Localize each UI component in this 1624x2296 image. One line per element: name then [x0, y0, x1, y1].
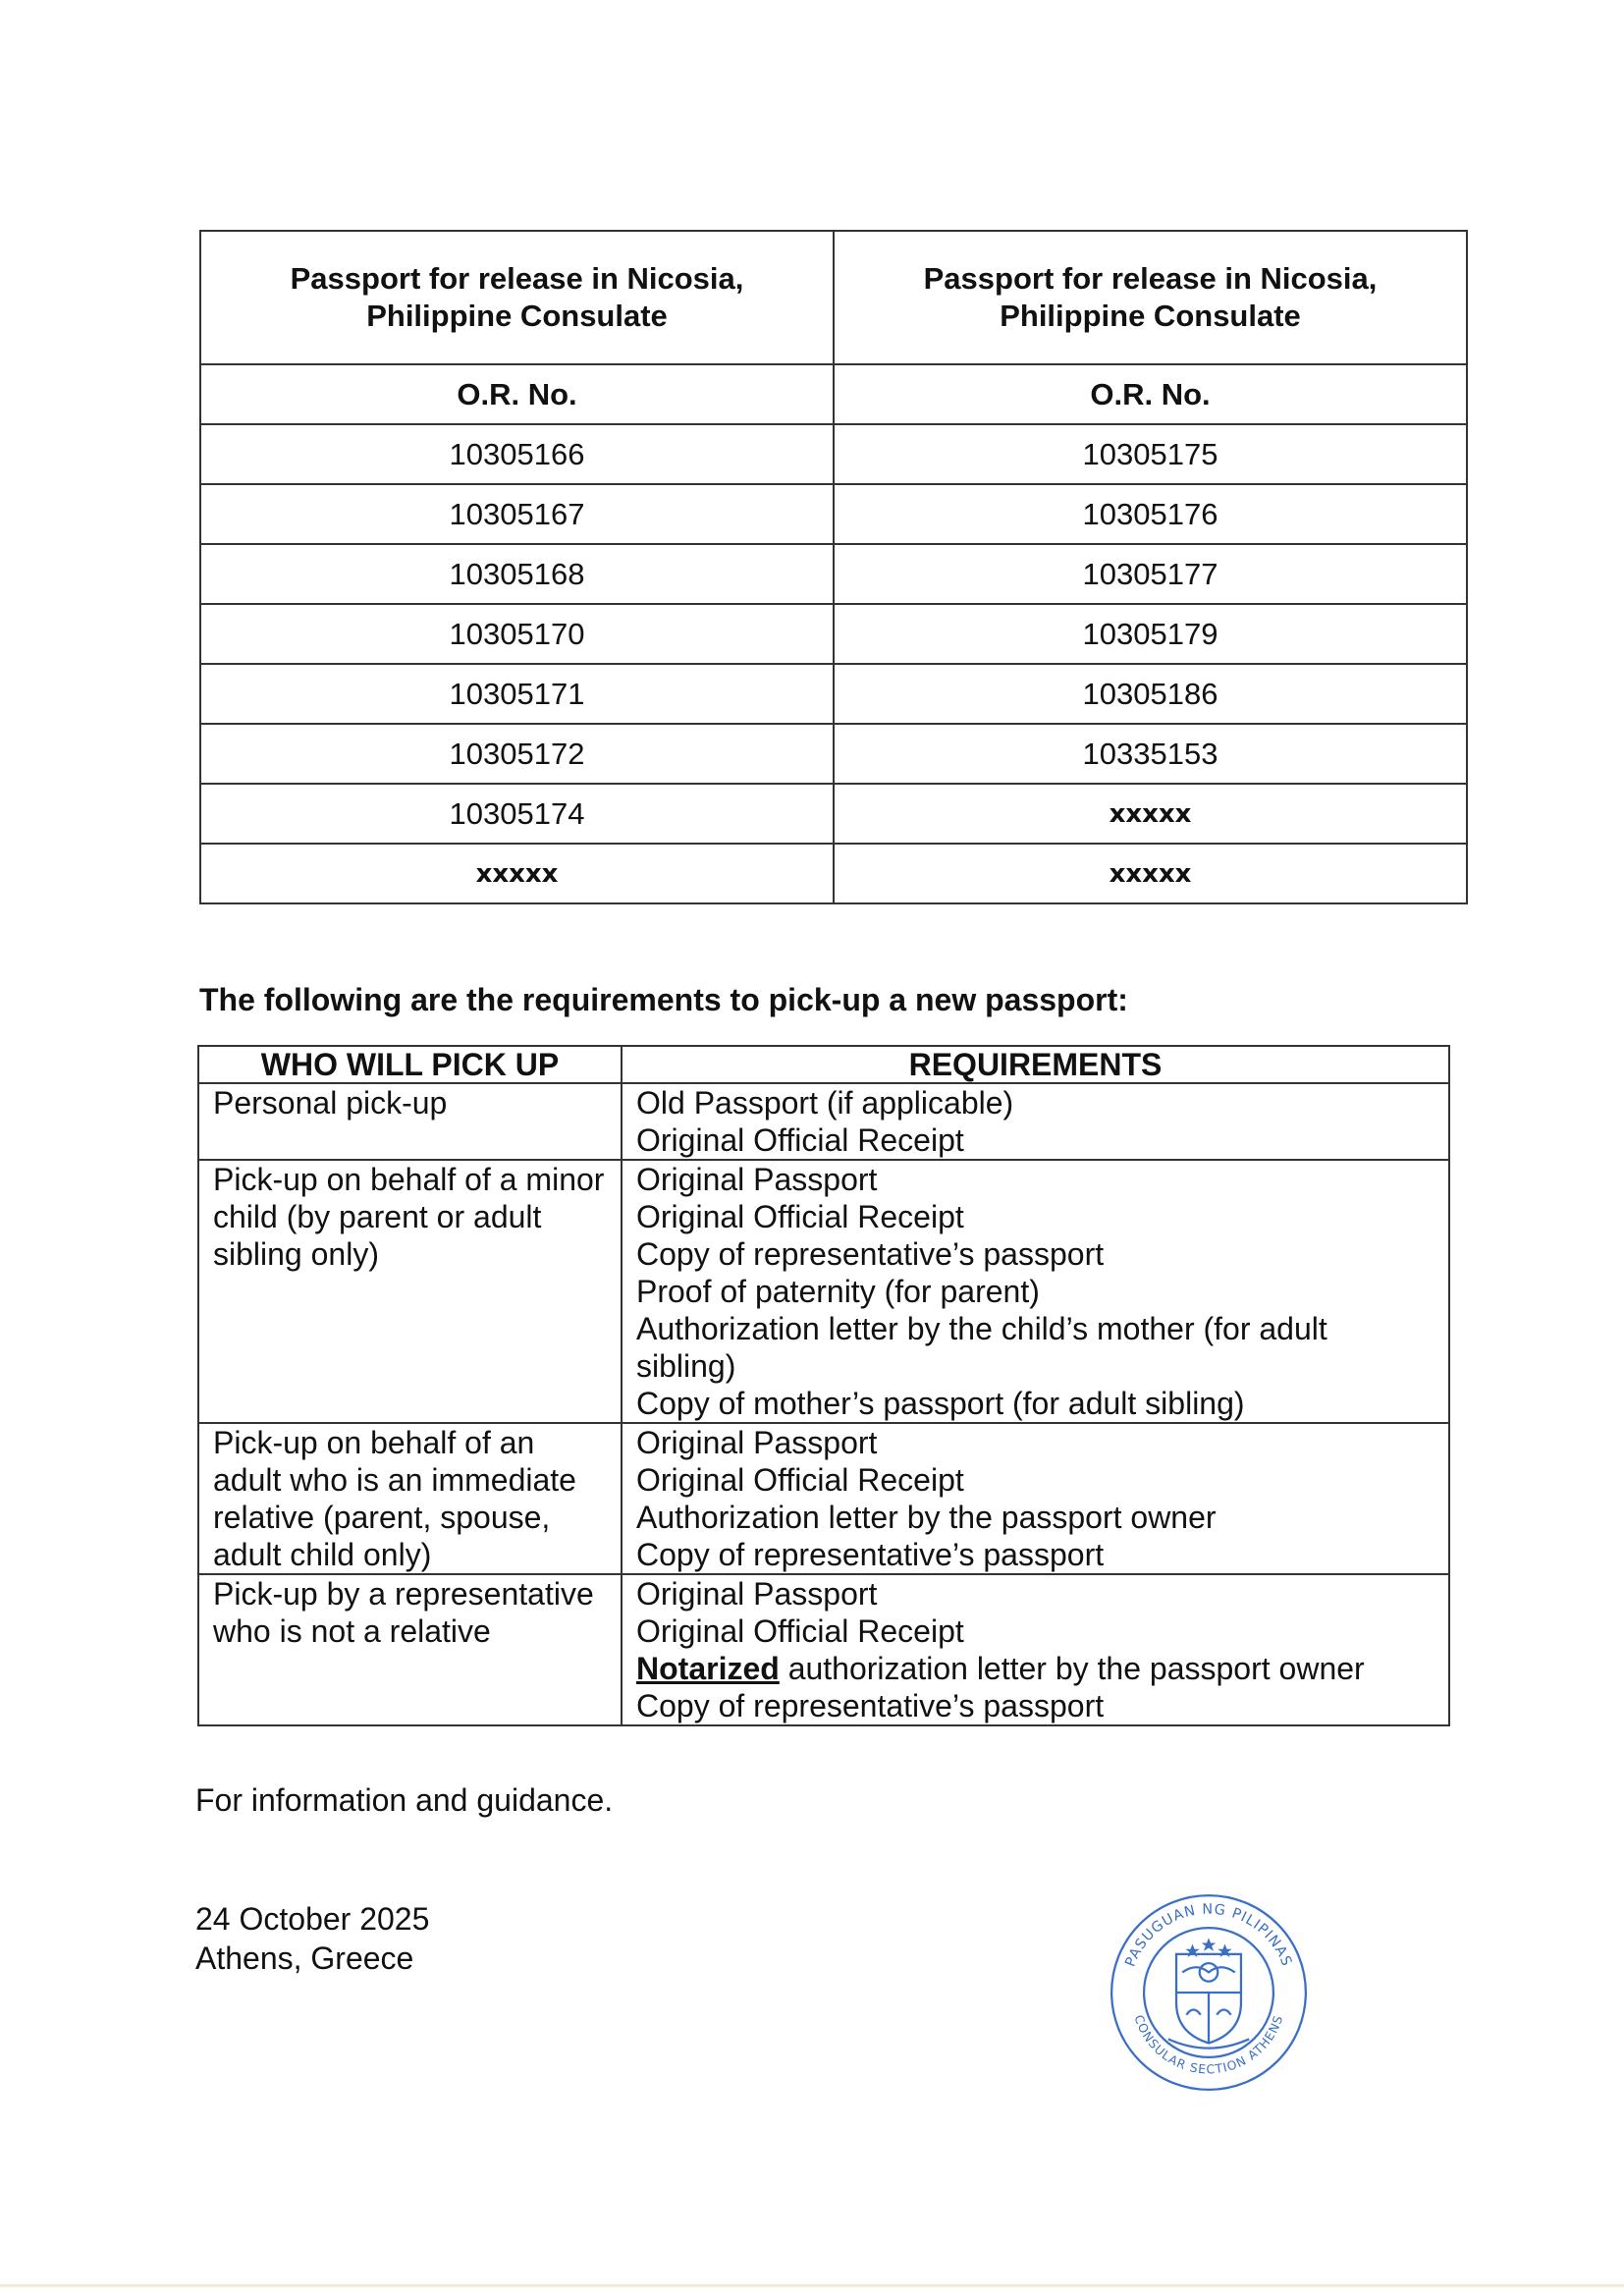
place-text: Athens, Greece	[195, 1941, 414, 1976]
table-row	[198, 1083, 1449, 1160]
date-text: 24 October 2025	[195, 1901, 430, 1937]
requirement-item: Original Passport	[636, 1425, 878, 1460]
or-number-header: O.R. No.	[834, 364, 1467, 424]
requirement-item: Original Passport	[636, 1576, 878, 1612]
requirement-item: Old Passport (if applicable)	[636, 1085, 1014, 1121]
requirements-cell	[622, 1423, 1449, 1574]
svg-text:PASUGUAN NG PILIPINAS	[1123, 1902, 1295, 1969]
table-row	[200, 484, 1467, 544]
or-number-cell: 10305171	[200, 664, 834, 724]
or-number-cell: 10335153	[834, 724, 1467, 784]
consular-seal-icon	[1108, 1891, 1310, 2094]
table-row	[200, 784, 1467, 844]
or-number-cell: 10305168	[200, 544, 834, 604]
notarized-emphasis: Notarized	[636, 1651, 780, 1686]
or-number-cell: 10305179	[834, 604, 1467, 664]
requirements-header: REQUIREMENTS	[622, 1046, 1449, 1083]
release-column-header: Passport for release in Nicosia, Philippine Consulate	[200, 231, 834, 364]
requirement-item	[636, 1650, 1435, 1687]
requirement-item: Copy of representative’s passport	[636, 1688, 1105, 1723]
or-number-cell: 10305172	[200, 724, 834, 784]
who-cell: Personal pick-up	[198, 1083, 622, 1160]
requirements-cell	[622, 1160, 1449, 1423]
table-row	[198, 1423, 1449, 1574]
seal-top-text: PASUGUAN NG PILIPINAS	[1122, 1901, 1295, 1970]
or-number-header: O.R. No.	[200, 364, 834, 424]
or-number-cell: 10305166	[200, 424, 834, 484]
or-number-cell: xxxxx	[200, 844, 834, 903]
requirement-item: Original Official Receipt	[636, 1122, 964, 1158]
table-row	[200, 724, 1467, 784]
or-number-cell: 10305167	[200, 484, 834, 544]
requirements-table	[197, 1045, 1450, 1726]
closing-text: For information and guidance.	[195, 1782, 614, 1818]
table-row	[200, 844, 1467, 903]
table-row	[200, 664, 1467, 724]
who-header: WHO WILL PICK UP	[198, 1046, 622, 1083]
requirement-item: Copy of representative’s passport	[636, 1236, 1105, 1272]
requirement-item: Original Official Receipt	[636, 1462, 964, 1498]
requirement-item: Authorization letter by the child’s mother (for adult sibling)	[636, 1311, 1327, 1384]
table-row	[198, 1160, 1449, 1423]
or-number-cell: 10305176	[834, 484, 1467, 544]
or-number-cell: 10305186	[834, 664, 1467, 724]
requirement-item: Proof of paternity (for parent)	[636, 1274, 1040, 1309]
table-row	[200, 544, 1467, 604]
or-number-cell: 10305170	[200, 604, 834, 664]
requirement-item: Original Official Receipt	[636, 1613, 964, 1649]
scan-edge-divider	[0, 2284, 1624, 2287]
requirement-item: Authorization letter by the passport owner	[636, 1500, 1217, 1535]
who-cell: Pick-up on behalf of an adult who is an immediate relative (parent, spouse, adult child only)	[198, 1423, 622, 1574]
notarized-rest: authorization letter by the passport owner	[779, 1651, 1365, 1686]
or-number-cell: 10305174	[200, 784, 834, 844]
or-number-cell: xxxxx	[834, 784, 1467, 844]
requirement-item: Copy of representative’s passport	[636, 1537, 1105, 1572]
seal-bottom-text: CONSULAR SECTION ATHENS	[1131, 2013, 1286, 2077]
or-number-cell: xxxxx	[834, 844, 1467, 903]
release-column-header: Passport for release in Nicosia, Philippine Consulate	[834, 231, 1467, 364]
requirements-intro: The following are the requirements to pick-up a new passport:	[199, 982, 1128, 1017]
requirement-item: Original Passport	[636, 1162, 878, 1197]
who-cell: Pick-up by a representative who is not a relative	[198, 1574, 622, 1725]
requirement-item: Original Official Receipt	[636, 1199, 964, 1234]
requirements-cell	[622, 1574, 1449, 1725]
table-row	[200, 604, 1467, 664]
release-table	[199, 230, 1468, 904]
who-cell: Pick-up on behalf of a minor child (by parent or adult sibling only)	[198, 1160, 622, 1423]
table-row	[200, 424, 1467, 484]
requirements-cell	[622, 1083, 1449, 1160]
table-row	[198, 1574, 1449, 1725]
or-number-cell: 10305175	[834, 424, 1467, 484]
or-number-cell: 10305177	[834, 544, 1467, 604]
requirement-item: Copy of mother’s passport (for adult sibling)	[636, 1386, 1245, 1421]
